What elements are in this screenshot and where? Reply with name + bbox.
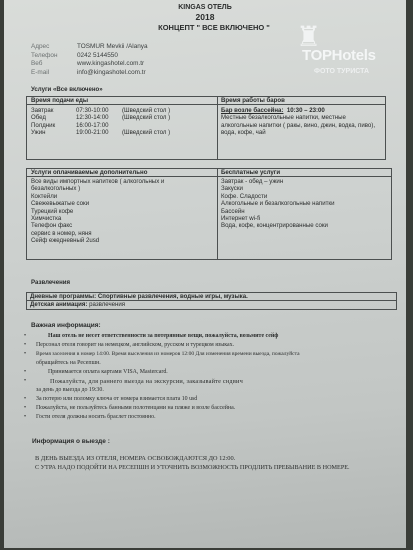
year-title: 2018 — [195, 12, 215, 22]
contact-label: Телефон — [31, 51, 58, 59]
table-divider — [217, 168, 218, 259]
services-title: Услуги «Все включено» — [31, 86, 103, 93]
table-divider — [217, 96, 218, 159]
day-programs-row: Дневные программы: Спортивные развлечения, водные игры, музыка. — [30, 293, 248, 300]
entertainment-title: Развлечения — [31, 279, 71, 286]
table-divider — [26, 104, 385, 105]
paid-item: Все виды импортных напитков ( алкогольных и — [31, 178, 165, 185]
free-heading: Бесплатные услуги — [221, 169, 281, 176]
contact-value: 0242 5144550 — [77, 51, 118, 59]
contact-value: info@kingashotel.com.tr — [77, 68, 146, 76]
contact-label: E-mail — [31, 68, 50, 76]
meal-row: Завтрак 07:30-10:00 (Шведский стол ) — [31, 107, 171, 114]
meals-heading: Время подачи еды — [31, 97, 89, 104]
bar-line: вода, кофе, чай — [221, 129, 266, 137]
paid-item: Коктейли — [31, 192, 58, 200]
free-item: Завтрак - обед – ужин — [221, 178, 284, 185]
departure-line: В ДЕНЬ ВЫЕЗДА ИЗ ОТЕЛЯ, НОМЕРА ОСВОБОЖДАЮТСЯ ДО 12:00. — [35, 455, 236, 462]
meal-row: Обед 12:30-14:00 (Шведский стол ) — [31, 114, 171, 122]
concept-title: КОНЦЕПТ " ВСЕ ВКЛЮЧЕНО " — [158, 23, 270, 32]
paid-item: Телефон факс — [31, 222, 73, 230]
tophotels-watermark-logo — [288, 20, 386, 82]
contact-row — [31, 69, 148, 78]
free-list — [221, 178, 335, 230]
contact-row — [31, 43, 148, 52]
meals-list — [31, 107, 170, 137]
contact-value: www.kingashotel.com.tr — [77, 60, 145, 67]
contact-label: Адрес — [31, 43, 50, 50]
kids-animation-row: Детская анимация: развлечения — [30, 301, 126, 308]
paid-item: безалкогольных ) — [31, 185, 81, 193]
bar-line: алкогольные напитки ( ракы, вино, джин, водка, пиво), — [221, 121, 376, 129]
meal-row: Ужин 19:00-21:00 (Шведский стол ) — [31, 129, 171, 137]
paid-item: Сейф ежедневный 2usd — [31, 237, 100, 245]
free-item: Алкогольные и безалкогольные напитки — [221, 200, 335, 208]
free-item: Закуски — [221, 185, 243, 193]
bar-line: Местные безалкогольные напитки, местные — [221, 114, 346, 122]
meal-row: Полдник 16:00-17:00 — [31, 121, 109, 129]
free-item: Интернет wi-fi — [221, 214, 261, 222]
paid-item: Турецкий кофе — [31, 207, 74, 215]
hotel-title: KINGAS ОТЕЛЬ — [178, 4, 232, 11]
free-item: Вода, кофе, концентрированные соки — [221, 222, 328, 230]
contact-row — [31, 52, 148, 61]
free-item: Кофе. Сладости — [221, 192, 268, 200]
paid-heading: Услуги оплачиваемые дополнительно — [31, 169, 148, 176]
bars-list — [221, 107, 375, 137]
paid-item: Химчистка — [31, 214, 62, 222]
logo-tagline: ФОТО ТУРИСТА — [314, 68, 370, 75]
bars-heading: Время работы баров — [221, 97, 285, 104]
paid-item: Свежевыжатые соки — [31, 200, 90, 208]
document-sheet: KINGAS ОТЕЛЬ 2018 КОНЦЕПТ " ВСЕ ВКЛЮЧЕНО " Адрес TOSMUR Mevkii /Alanya Телефон 0242 5144550 Веб www.kingashotel.com.tr E-mail info@kingashotel.com.tr ♜ TOPHotels ФОТО ТУРИСТА Услуги «Все включено» Время подачи еды Время работы баров Завтрак 07:30-10:00 (Шведский стол ) Обед 12:30-14:00 (Шведский стол ) Полдник 16:00-17:00 Ужин 19:00-21:00 (Шведский стол ) Бар возле бассейна: 10:30 – 23:00 Местные безалкогольные напитки, местные алкогольные напитки ( ракы, вино, джин, водка, пиво), вода, кофе, чай Услуги оплачиваемые дополнительно Бесплатные услуги Все виды импортных напитков ( алкогольных и безалкогольных ) Коктейли Свежевыжатые соки Турецкий кофе Химчистка Телефон факс сервис в номер, няня Сейф ежедневный 2usd Завтрак - обед – ужин Закуски Кофе. Сладости Алкогольные и безалкогольные напитки Бассейн Интернет wi-fi Вода, кофе, концентрированные соки Развлечения Дневные программы: Спортивные развлечения, водные игры, музыка. Детская анимация: развлечения Важная информация: • Наш отель не несет ответственности за потерянные вещи, пожалуйста, возьмите сейф • Персонал отеля говорит на немецком, английском, русском и турецком языках. • Время заселения в номер 14:00. Время выселения из номеров 12:00 Для изменения времени выезда, пожалуйста обращайтесь на Ресепшн. • Принимается оплата картами VISA, Mastercard. • Пожалуйста, для раннего выезда на экскурсии, заказывайте сндвич за день до выезда до 19:30. • За потерю или поломку ключа от номера взимается плата 10 usd • Пожалуйста, не пользуйтесь банными полотенцами на пляже и возле бассейна. • Гости отеля должны носить браслет постоянно. Информация о выезде : В ДЕНЬ ВЫЕЗДА ИЗ ОТЕЛЯ, НОМЕРА ОСВОБОЖДАЮТСЯ ДО 12:00. С УТРА НАДО ПОДОЙТИ НА РЕСЕПШН И УТОЧНИТЬ ВОЗМОЖНОСТЬ ПРОДЛИТЬ ПРЕБЫВАНИЕ В НОМЕРЕ. — [4, 0, 406, 548]
contact-row — [31, 60, 148, 69]
paid-item: сервис в номер, няня — [31, 229, 92, 237]
logo-brand: TOPHotels — [302, 47, 376, 64]
important-title: Важная информация: — [31, 322, 101, 329]
table-divider — [26, 176, 391, 177]
paid-list — [31, 178, 164, 245]
free-item: Бассейн — [221, 207, 245, 215]
contact-label: Веб — [31, 60, 43, 67]
crown-icon: ♜ — [296, 20, 322, 53]
pool-bar-row: Бар возле бассейна: 10:30 – 23:00 — [221, 107, 325, 114]
departure-line: С УТРА НАДО ПОДОЙТИ НА РЕСЕПШН И УТОЧНИТЬ ВОЗМОЖНОСТЬ ПРОДЛИТЬ ПРЕБЫВАНИЕ В НОМЕРЕ. — [35, 464, 350, 471]
contact-block — [31, 43, 148, 77]
contact-value: TOSMUR Mevkii /Alanya — [77, 43, 148, 50]
departure-title: Информация о выезде : — [32, 438, 110, 445]
